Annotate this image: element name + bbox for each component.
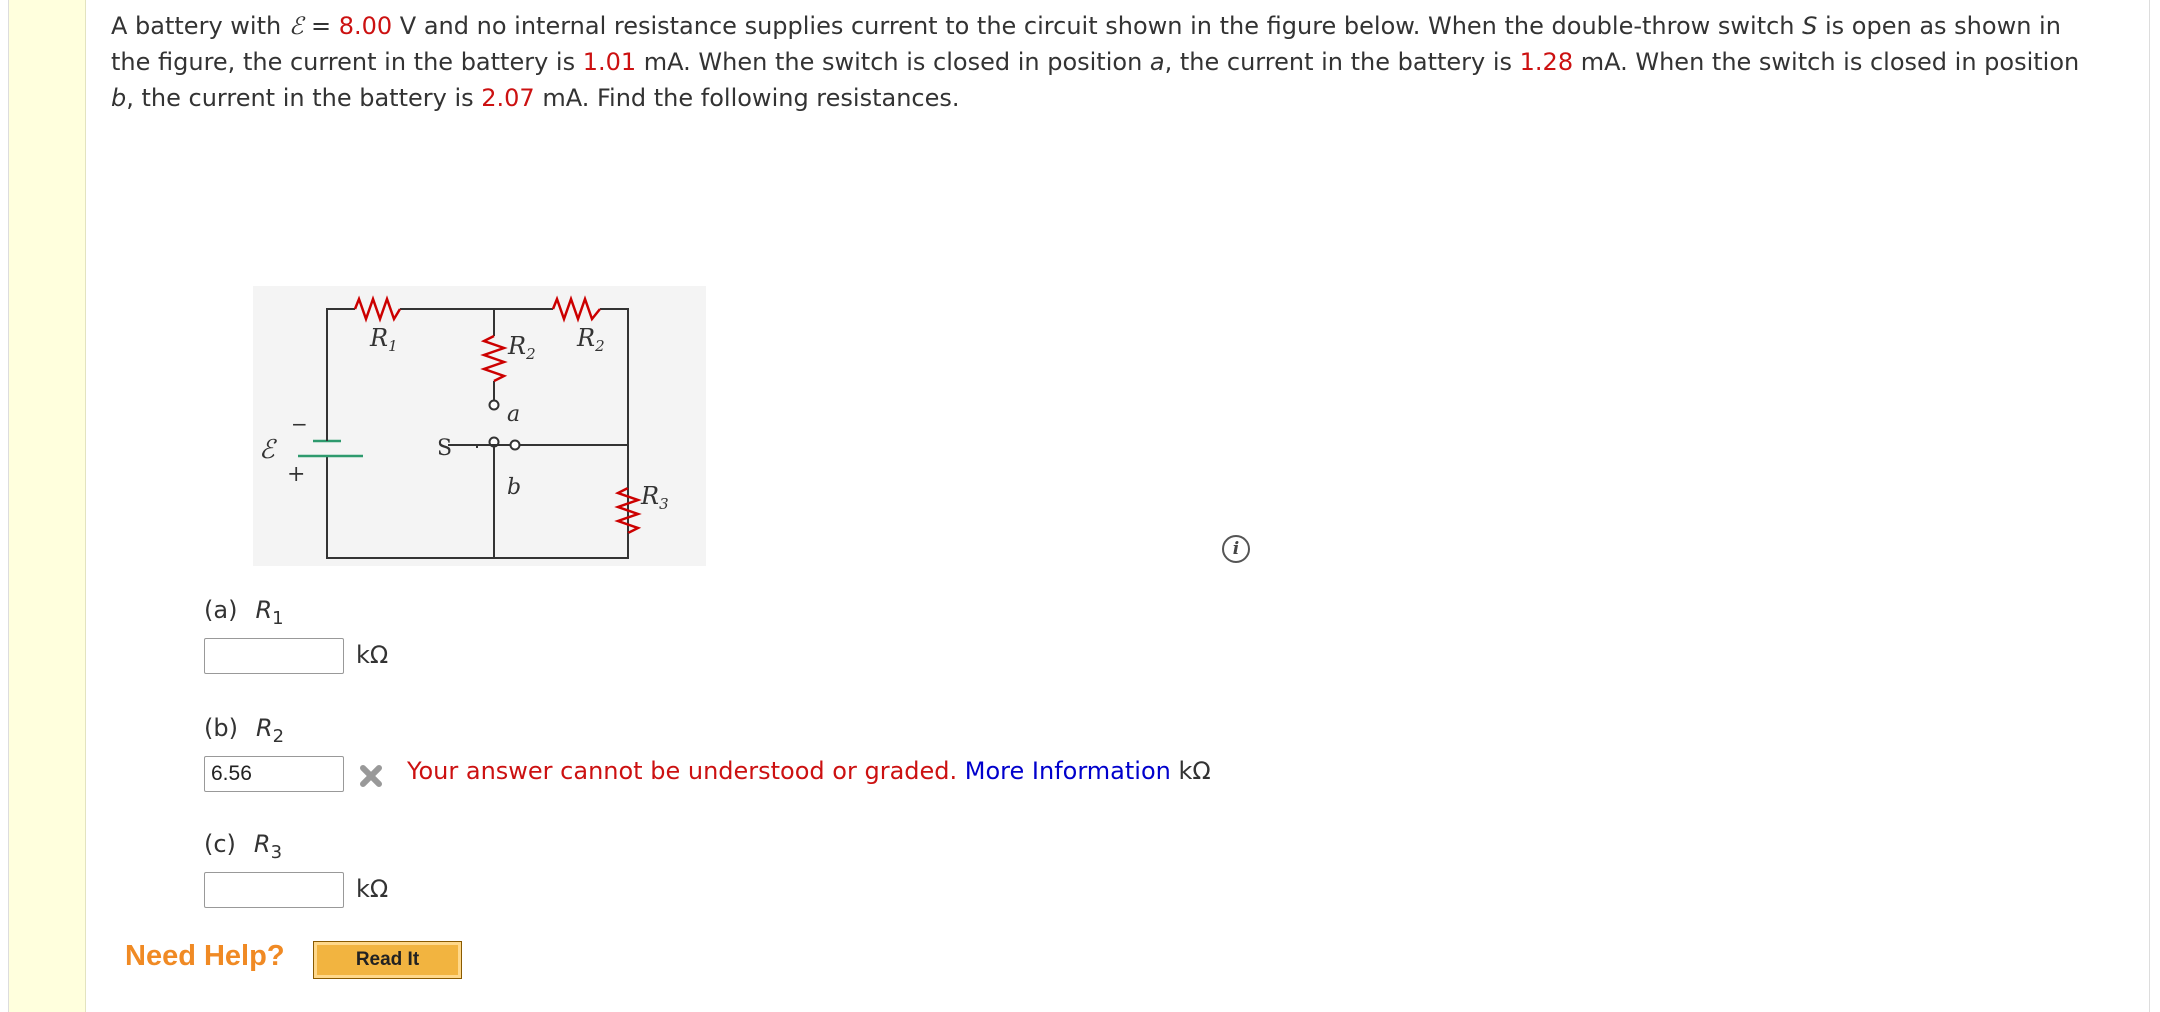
text-seg: mA. When the switch is closed in position <box>636 48 1150 76</box>
label-r2-top: R <box>577 324 596 352</box>
part-c-unit: kΩ <box>356 875 389 903</box>
label-minus: − <box>291 412 308 436</box>
r2-answer-input[interactable] <box>204 756 344 792</box>
current-b-value: 2.07 <box>481 84 535 112</box>
svg-text:R2 <box>507 332 536 363</box>
text-seg: mA. When the switch is closed in position <box>1573 48 2080 76</box>
wire-left-top <box>327 309 355 441</box>
r3-answer-input[interactable] <box>204 872 344 908</box>
switch-var: S <box>1802 12 1818 40</box>
resistor-r2-mid <box>484 336 504 381</box>
text-seg: V and no internal resistance supplies current to the circuit shown in the figure below. When the double-throw switch <box>392 12 1803 40</box>
label-r3: R <box>641 482 660 510</box>
svg-text:R2 <box>576 324 605 355</box>
label-emf: ℰ <box>259 435 275 465</box>
label-b: b <box>507 475 522 500</box>
part-a-letter: (a) <box>204 596 238 624</box>
part-a-var: R <box>255 596 273 624</box>
r1-answer-input[interactable] <box>204 638 344 674</box>
emf-value: 8.00 <box>338 12 393 40</box>
text-seg: is open as shown in the figure, the current in the battery is <box>111 12 2061 76</box>
part-c-var: R <box>253 830 271 858</box>
problem-statement <box>111 8 2101 116</box>
text-seg: = <box>303 12 339 40</box>
switch-pivot-terminal <box>511 441 520 450</box>
text-seg: , the current in the battery is <box>126 84 482 112</box>
part-b-label <box>204 714 284 747</box>
terminal-a <box>490 401 499 410</box>
text-seg: A battery with <box>111 12 289 40</box>
text-seg: , the current in the battery is <box>1164 48 1520 76</box>
label-r1: R <box>370 324 389 352</box>
label-plus: + <box>287 462 306 487</box>
more-information-link[interactable]: More Information <box>964 757 1171 785</box>
part-c-letter: (c) <box>204 830 236 858</box>
info-icon[interactable]: i <box>1222 535 1250 563</box>
current-a-value: 1.28 <box>1519 48 1574 76</box>
part-b-unit: kΩ <box>1178 757 1211 785</box>
emf-symbol: ℰ <box>288 12 304 40</box>
part-a-unit: kΩ <box>356 641 389 669</box>
current-open-value: 1.01 <box>582 48 637 76</box>
label-r1-sub: 1 <box>388 337 398 355</box>
circuit-diagram <box>253 286 706 566</box>
position-a-var: a <box>1149 48 1165 76</box>
label-r2-mid: R <box>508 332 527 360</box>
position-b-var: b <box>111 84 127 112</box>
circuit-figure <box>253 286 706 566</box>
part-c-label <box>204 830 282 863</box>
label-r2-top-sub: 2 <box>595 337 605 355</box>
part-b-sub: 2 <box>272 725 285 747</box>
part-b-var: R <box>255 714 273 742</box>
label-r3-sub: 3 <box>659 495 669 513</box>
part-b-letter: (b) <box>204 714 238 742</box>
svg-text:R1 <box>369 324 398 355</box>
resistor-r2-top <box>553 299 600 319</box>
part-a-label <box>204 596 284 629</box>
error-message: Your answer cannot be understood or graded. <box>407 757 958 785</box>
read-it-button[interactable]: Read It <box>313 941 462 979</box>
text-seg: mA. Find the following resistances. <box>534 84 960 112</box>
x-icon <box>356 761 386 791</box>
label-switch: S <box>437 436 453 461</box>
part-c-sub: 3 <box>270 841 283 863</box>
label-r2-mid-sub: 2 <box>526 345 536 363</box>
part-b-feedback <box>407 757 1211 785</box>
part-a-sub: 1 <box>272 607 284 629</box>
label-a: a <box>507 402 521 427</box>
svg-text:R3 <box>640 482 669 513</box>
left-margin-strip <box>9 0 86 1012</box>
resistor-r1 <box>355 299 400 319</box>
need-help-label: Need Help? <box>125 940 285 972</box>
